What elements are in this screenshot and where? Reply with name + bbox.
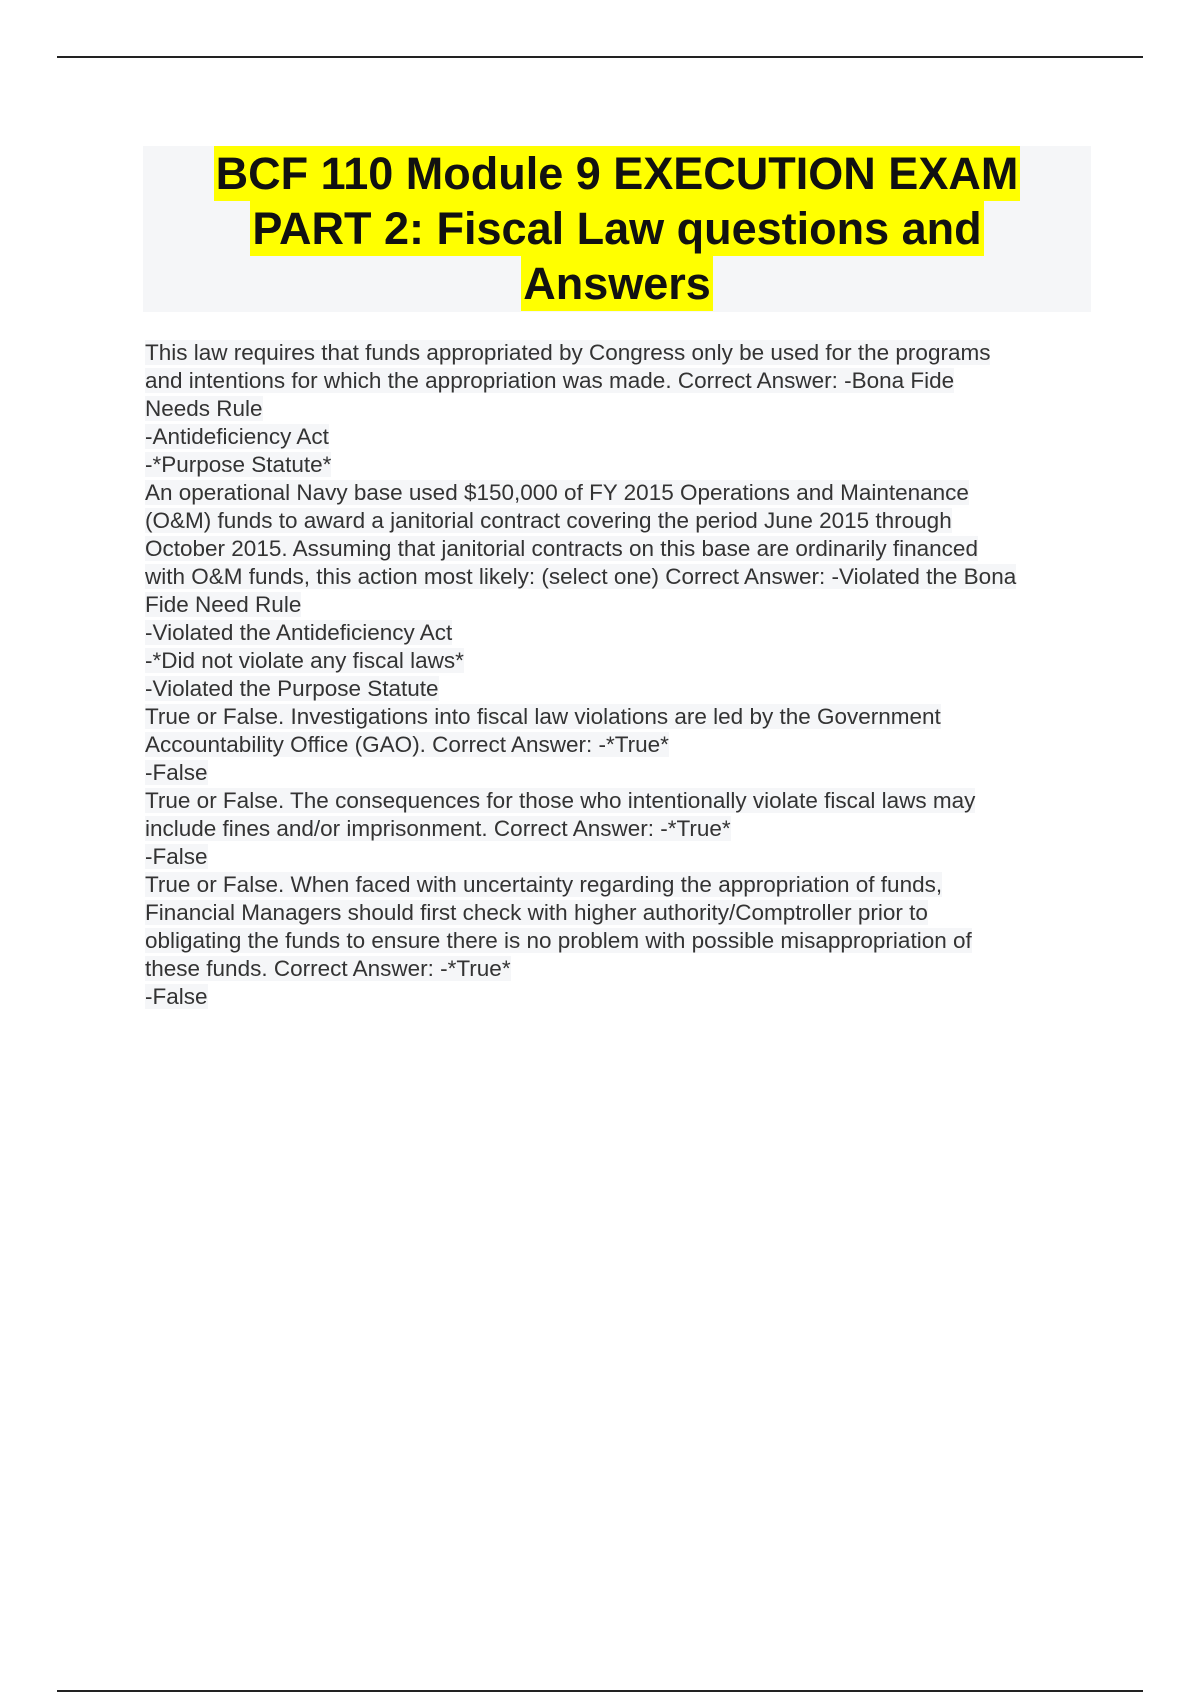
text-line: -Violated the Purpose Statute [145,676,439,701]
text-line: these funds. Correct Answer: -*True* [145,956,511,981]
text-line: October 2015. Assuming that janitorial contracts on this base are ordinarily financed [145,536,978,561]
top-rule [57,56,1143,58]
text-line: This law requires that funds appropriated by Congress only be used for the programs [145,340,991,365]
text-line: with O&M funds, this action most likely: (select one) Correct Answer: -Violated the Bona [145,564,1017,589]
text-line: -False [145,844,208,869]
text-line: -Violated the Antideficiency Act [145,620,453,645]
text-line: obligating the funds to ensure there is no problem with possible misappropriation of [145,928,972,953]
text-line: (O&M) funds to award a janitorial contract covering the period June 2015 through [145,508,952,533]
question-answer-text [145,339,1095,1011]
text-line: True or False. When faced with uncertainty regarding the appropriation of funds, [145,872,943,897]
text-line: True or False. The consequences for those who intentionally violate fiscal laws may [145,788,976,813]
text-line: Needs Rule [145,396,263,421]
text-line: True or False. Investigations into fiscal law violations are led by the Government [145,704,941,729]
text-line: -False [145,984,208,1009]
title-line: Answers [523,258,711,309]
text-line: -*Did not violate any fiscal laws* [145,648,464,673]
text-line: Financial Managers should first check with higher authority/Comptroller prior to [145,900,928,925]
bottom-rule [57,1690,1143,1692]
title-line: PART 2: Fiscal Law questions and [252,203,982,254]
text-line: Accountability Office (GAO). Correct Answer: -*True* [145,732,669,757]
text-line: and intentions for which the appropriation was made. Correct Answer: -Bona Fide [145,368,955,393]
text-line: An operational Navy base used $150,000 of FY 2015 Operations and Maintenance [145,480,969,505]
text-line: include fines and/or imprisonment. Correct Answer: -*True* [145,816,731,841]
document-title [143,146,1091,312]
text-line: -False [145,760,208,785]
title-line: BCF 110 Module 9 EXECUTION EXAM [215,148,1019,199]
text-line: Fide Need Rule [145,592,302,617]
text-line: -*Purpose Statute* [145,452,332,477]
text-line: -Antideficiency Act [145,424,329,449]
